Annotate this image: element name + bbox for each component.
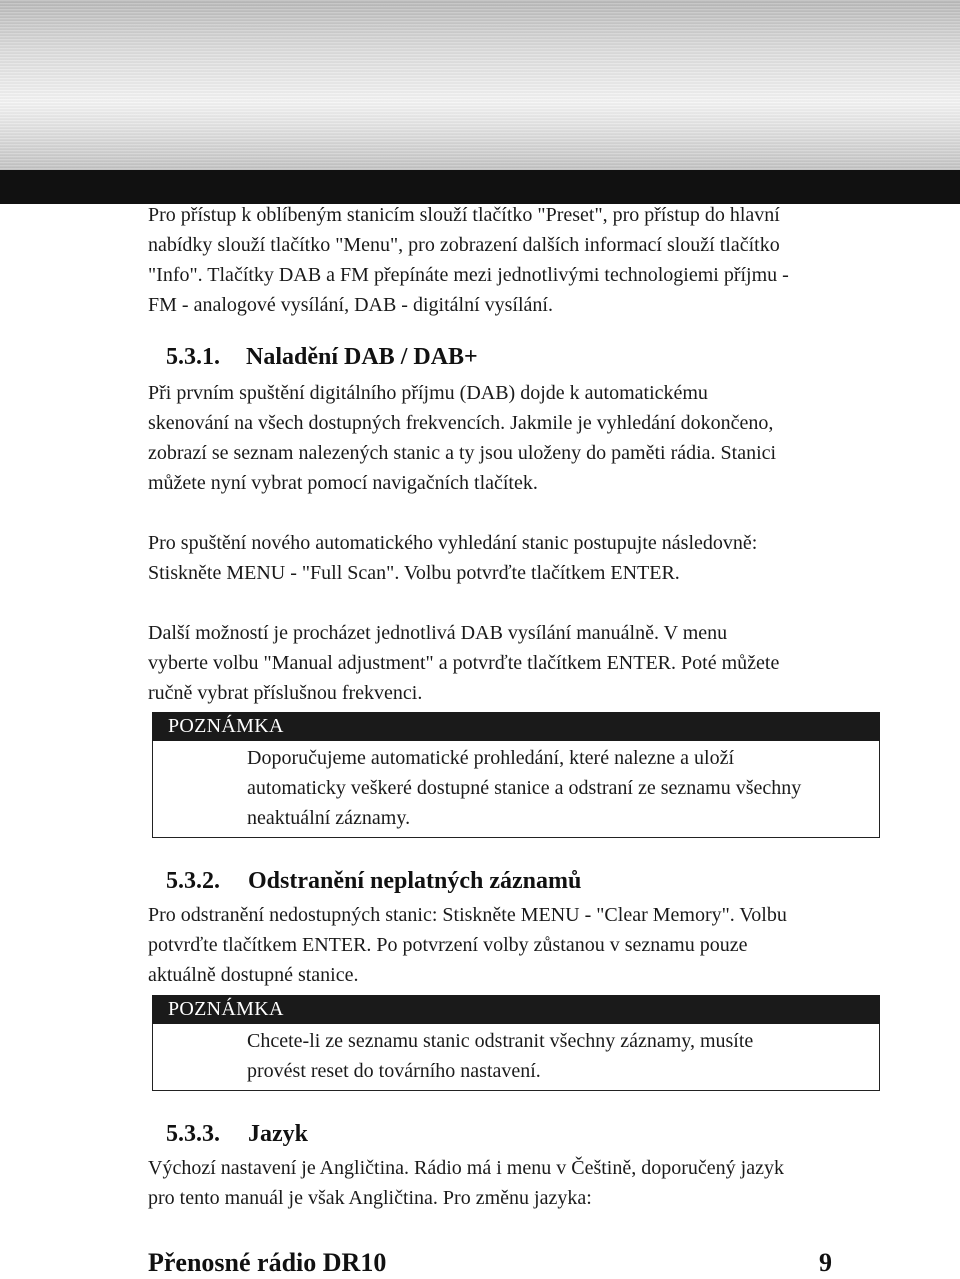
- text-line: Chcete-li ze seznamu stanic odstranit všechny záznamy, musíte: [247, 1030, 754, 1052]
- text-line: Doporučujeme automatické prohledání, které nalezne a uloží: [247, 747, 735, 769]
- section-532-paragraph-1: [148, 900, 888, 990]
- section-heading-531: [166, 344, 888, 376]
- section-title: Naladění DAB / DAB+: [246, 344, 478, 370]
- page-number: 9: [819, 1248, 832, 1277]
- text-line: vyberte volbu "Manual adjustment" a potvrďte tlačítkem ENTER. Poté můžete: [148, 652, 780, 674]
- text-line: ručně vybrat příslušnou frekvenci.: [148, 682, 423, 704]
- page-content: [148, 200, 888, 1213]
- text-line: aktuálně dostupné stanice.: [148, 964, 359, 986]
- text-line: nabídky slouží tlačítko "Menu", pro zobrazení dalších informací slouží tlačítko: [148, 234, 780, 256]
- text-line: skenování na všech dostupných frekvencích. Jakmile je vyhledání dokončeno,: [148, 412, 774, 434]
- section-heading-533: [166, 1121, 888, 1153]
- text-line: Výchozí nastavení je Angličtina. Rádio má i menu v Češtině, doporučený jazyk: [148, 1157, 784, 1179]
- note-532: [152, 995, 880, 1091]
- text-line: Pro odstranění nedostupných stanic: Stiskněte MENU - "Clear Memory". Volbu: [148, 904, 787, 926]
- section-533-paragraph-1: [148, 1153, 888, 1213]
- text-line: provést reset do továrního nastavení.: [247, 1060, 541, 1082]
- footer-title: Přenosné rádio DR10: [148, 1248, 387, 1277]
- text-line: automaticky veškeré dostupné stanice a odstraní ze seznamu všechny: [247, 777, 802, 799]
- section-title: Jazyk: [248, 1121, 308, 1147]
- note-body: [152, 1024, 880, 1091]
- note-531: [152, 712, 880, 838]
- text-line: zobrazí se seznam nalezených stanic a ty jsou uloženy do paměti rádia. Stanici: [148, 442, 777, 464]
- intro-paragraph: [148, 200, 888, 320]
- text-line: potvrďte tlačítkem ENTER. Po potvrzení volby zůstanou v seznamu pouze: [148, 934, 748, 956]
- text-line: FM - analogové vysílání, DAB - digitální vysílání.: [148, 294, 553, 316]
- text-line: Další možností je procházet jednotlivá DAB vysílání manuálně. V menu: [148, 622, 728, 644]
- text-line: Pro přístup k oblíbeným stanicím slouží tlačítko "Preset", pro přístup do hlavní: [148, 204, 780, 226]
- section-number: 5.3.2.: [166, 868, 220, 894]
- text-line: Stiskněte MENU - "Full Scan". Volbu potvrďte tlačítkem ENTER.: [148, 562, 680, 584]
- section-531-paragraph-3: [148, 618, 888, 708]
- section-531-paragraph-2: [148, 528, 888, 588]
- section-531-paragraph-1: [148, 378, 888, 498]
- text-line: pro tento manuál je však Angličtina. Pro změnu jazyka:: [148, 1187, 592, 1209]
- section-heading-532: [166, 868, 888, 900]
- text-line: neaktuální záznamy.: [247, 807, 411, 829]
- text-line: "Info". Tlačítky DAB a FM přepínáte mezi jednotlivými technologiemi příjmu -: [148, 264, 789, 286]
- page-footer: [148, 1248, 832, 1278]
- section-number: 5.3.3.: [166, 1121, 220, 1147]
- header-bar: [0, 170, 960, 204]
- section-number: 5.3.1.: [166, 344, 220, 370]
- note-label: POZNÁMKA: [152, 712, 880, 741]
- text-line: můžete nyní vybrat pomocí navigačních tlačítek.: [148, 472, 538, 494]
- note-label: POZNÁMKA: [152, 995, 880, 1024]
- section-title: Odstranění neplatných záznamů: [248, 868, 582, 894]
- text-line: Při prvním spuštění digitálního příjmu (DAB) dojde k automatickému: [148, 382, 708, 404]
- text-line: Pro spuštění nového automatického vyhledání stanic postupujte následovně:: [148, 532, 758, 554]
- note-body: [152, 741, 880, 838]
